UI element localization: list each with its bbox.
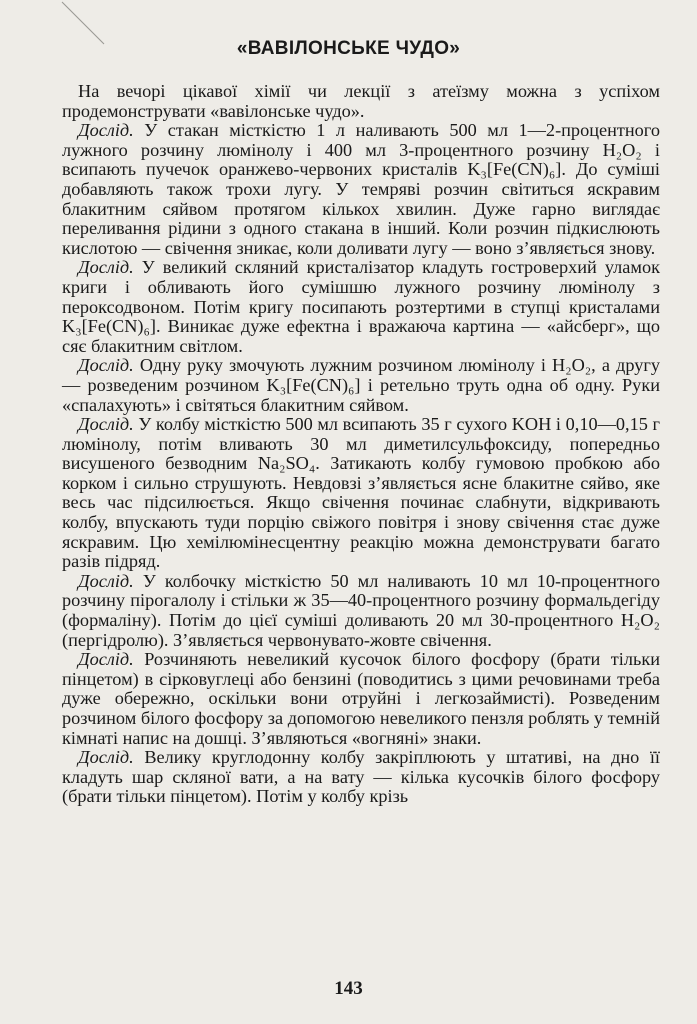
experiment-text: Велику круглодонну колбу закріплюють у штативі, на дно її кладуть шар скляної вати, а на вату — кілька кусочків білого фосфору (брати тільки пінцетом). Потім у колбу крізь xyxy=(62,747,660,807)
experiment-paragraph xyxy=(62,356,660,415)
page-number: 143 xyxy=(334,978,363,999)
experiment-paragraph xyxy=(62,415,660,572)
experiment-paragraph xyxy=(62,258,660,356)
experiment-label: Дослід. xyxy=(78,257,134,278)
experiment-text: Розчиняють невеликий кусочок білого фосфору (брати тільки пінцетом) в сірковуглеці або бензині (поводитись з цими речовинами треба дуже обережно, оскільки вони отруйні і легкозаймисті). Розведеним розчином білого фосфору за допомогою невеликого пензля роблять у темній кімнаті напис на дошці. З’являються «вогняні» знаки. xyxy=(62,649,660,748)
intro-paragraph: На вечорі цікавої хімії чи лекції з атеїзму можна з успіхом продемонструвати «вавілонське чудо». xyxy=(62,81,660,121)
experiment-label: Дослід. xyxy=(78,120,134,141)
experiment-text: У колбочку місткістю 50 мл наливають 10 мл 10-процентного розчину пірогалолу і стільки ж 35—40-процентного розчину формальдегіду (формаліну). Потім до цієї суміші доливають 20 мл 30-процентного H₂O₂ (пергідролю). З’являється червонувато-жовте свічення. xyxy=(62,570,660,650)
experiment-paragraph xyxy=(62,572,660,650)
article-body xyxy=(62,82,660,807)
experiment-paragraph xyxy=(62,748,660,807)
experiment-paragraph xyxy=(62,121,660,258)
experiment-label: Дослід. xyxy=(78,355,134,376)
experiment-text: У колбу місткістю 500 мл всипають 35 г сухого KOH і 0,10—0,15 г люмінолу, потім вливають 30 мл диметилсульфоксиду, попередньо висушеного безводним Na₂SO₄. Затикають колбу гумовою пробкою або корком і сильно струшують. Невдовзі з’являється ясне блакитне сяйво, яке весь час підсилюється. Якщо свічення починає слабнути, відкривають колбу, впускають туди порцію свіжого повітря і знову свічення стає дуже яскравим. Цю хемілюмінесцентну реакцію можна демонструвати багато разів підряд. xyxy=(62,414,660,572)
experiment-text: У великий скляний кристалізатор кладуть гостроверхий уламок криги і обливають його сумішшю лужного розчину люмінолу з пероксодвоном. Потім кригу посипають розтертими в ступці кристалами K₃[Fe(CN)₆]. Виникає дуже ефектна і вражаюча картина — «айсберг», що сяє блакитним світлом. xyxy=(62,257,660,356)
experiment-label: Дослід. xyxy=(78,414,134,435)
experiment-label: Дослід. xyxy=(78,747,134,768)
page-title: «ВАВІЛОНСЬКЕ ЧУДО» xyxy=(236,38,461,59)
experiment-label: Дослід. xyxy=(78,570,134,591)
experiment-text: Одну руку змочують лужним розчином люмінолу і H₂O₂, а другу — розведеним розчином K₃[Fe(CN)₆] і ретельно труть одна об одну. Руки «спалахують» і світяться блакитним сяйвом. xyxy=(62,355,660,415)
experiment-paragraph xyxy=(62,650,660,748)
experiment-text: У стакан місткістю 1 л наливають 500 мл 1—2-процентного лужного розчину люмінолу і 400 мл 3-процентного розчину H₂O₂ і всипають пучечок оранжево-червоних кристалів K₃[Fe(CN)₆]. До суміші добавляють також трохи лугу. У темряві розчин світиться яскравим блакитним сяйвом протягом кількох хвилин. Дуже гарно виглядає переливання рідини з одного стакана в інший. Коли розчин підкислюють кислотою — свічення зникає, коли доливати лугу — воно з’являється знову. xyxy=(62,120,660,258)
experiment-label: Дослід. xyxy=(78,649,134,670)
